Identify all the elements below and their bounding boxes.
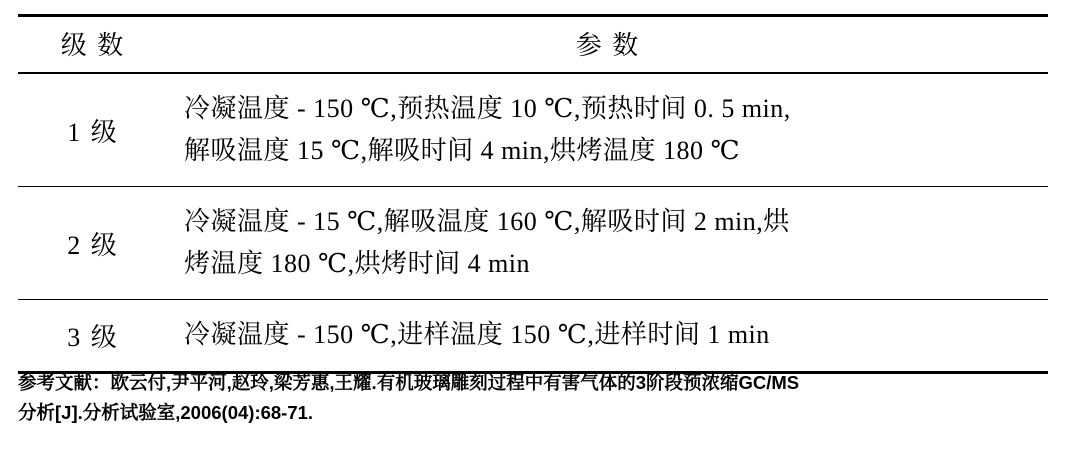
cell-parameter	[168, 300, 1048, 371]
table-header-row	[18, 16, 1048, 74]
parameter-line: 冷凝温度 - 150 ℃,预热温度 10 ℃,预热时间 0. 5 min,	[184, 94, 791, 123]
parameter-line: 冷凝温度 - 15 ℃,解吸温度 160 ℃,解吸时间 2 min,烘	[184, 207, 790, 237]
table-row	[18, 73, 1048, 187]
cell-parameter	[168, 187, 1048, 300]
header-cell-level: 级 数	[18, 16, 168, 74]
parameter-table-container	[18, 14, 1048, 374]
cell-parameter	[168, 73, 1048, 187]
reference-line-1: 参考文献：欧云付,尹平河,赵玲,梁芳惠,王耀.有机玻璃雕刻过程中有害气体的3阶段预浓缩GC/MS	[18, 372, 800, 393]
cell-level: 2 级	[18, 187, 168, 300]
table-row	[18, 187, 1048, 300]
header-cell-parameter: 参 数	[168, 16, 1048, 74]
cell-level: 3 级	[67, 322, 119, 352]
table-row	[18, 300, 1048, 371]
parameter-line: 冷凝温度 - 150 ℃,进样温度 150 ℃,进样时间 1 min	[184, 320, 770, 350]
reference-line-2: 分析[J].分析试验室,2006(04):68-71.	[18, 401, 314, 423]
parameter-line: 解吸温度 15 ℃,解吸时间 4 min,烘烤温度 180 ℃	[184, 136, 741, 166]
parameter-table	[18, 14, 1048, 371]
cell-level: 1 级	[18, 73, 168, 187]
reference-block	[18, 368, 1038, 428]
parameter-line: 烤温度 180 ℃,烘烤时间 4 min	[184, 249, 531, 279]
